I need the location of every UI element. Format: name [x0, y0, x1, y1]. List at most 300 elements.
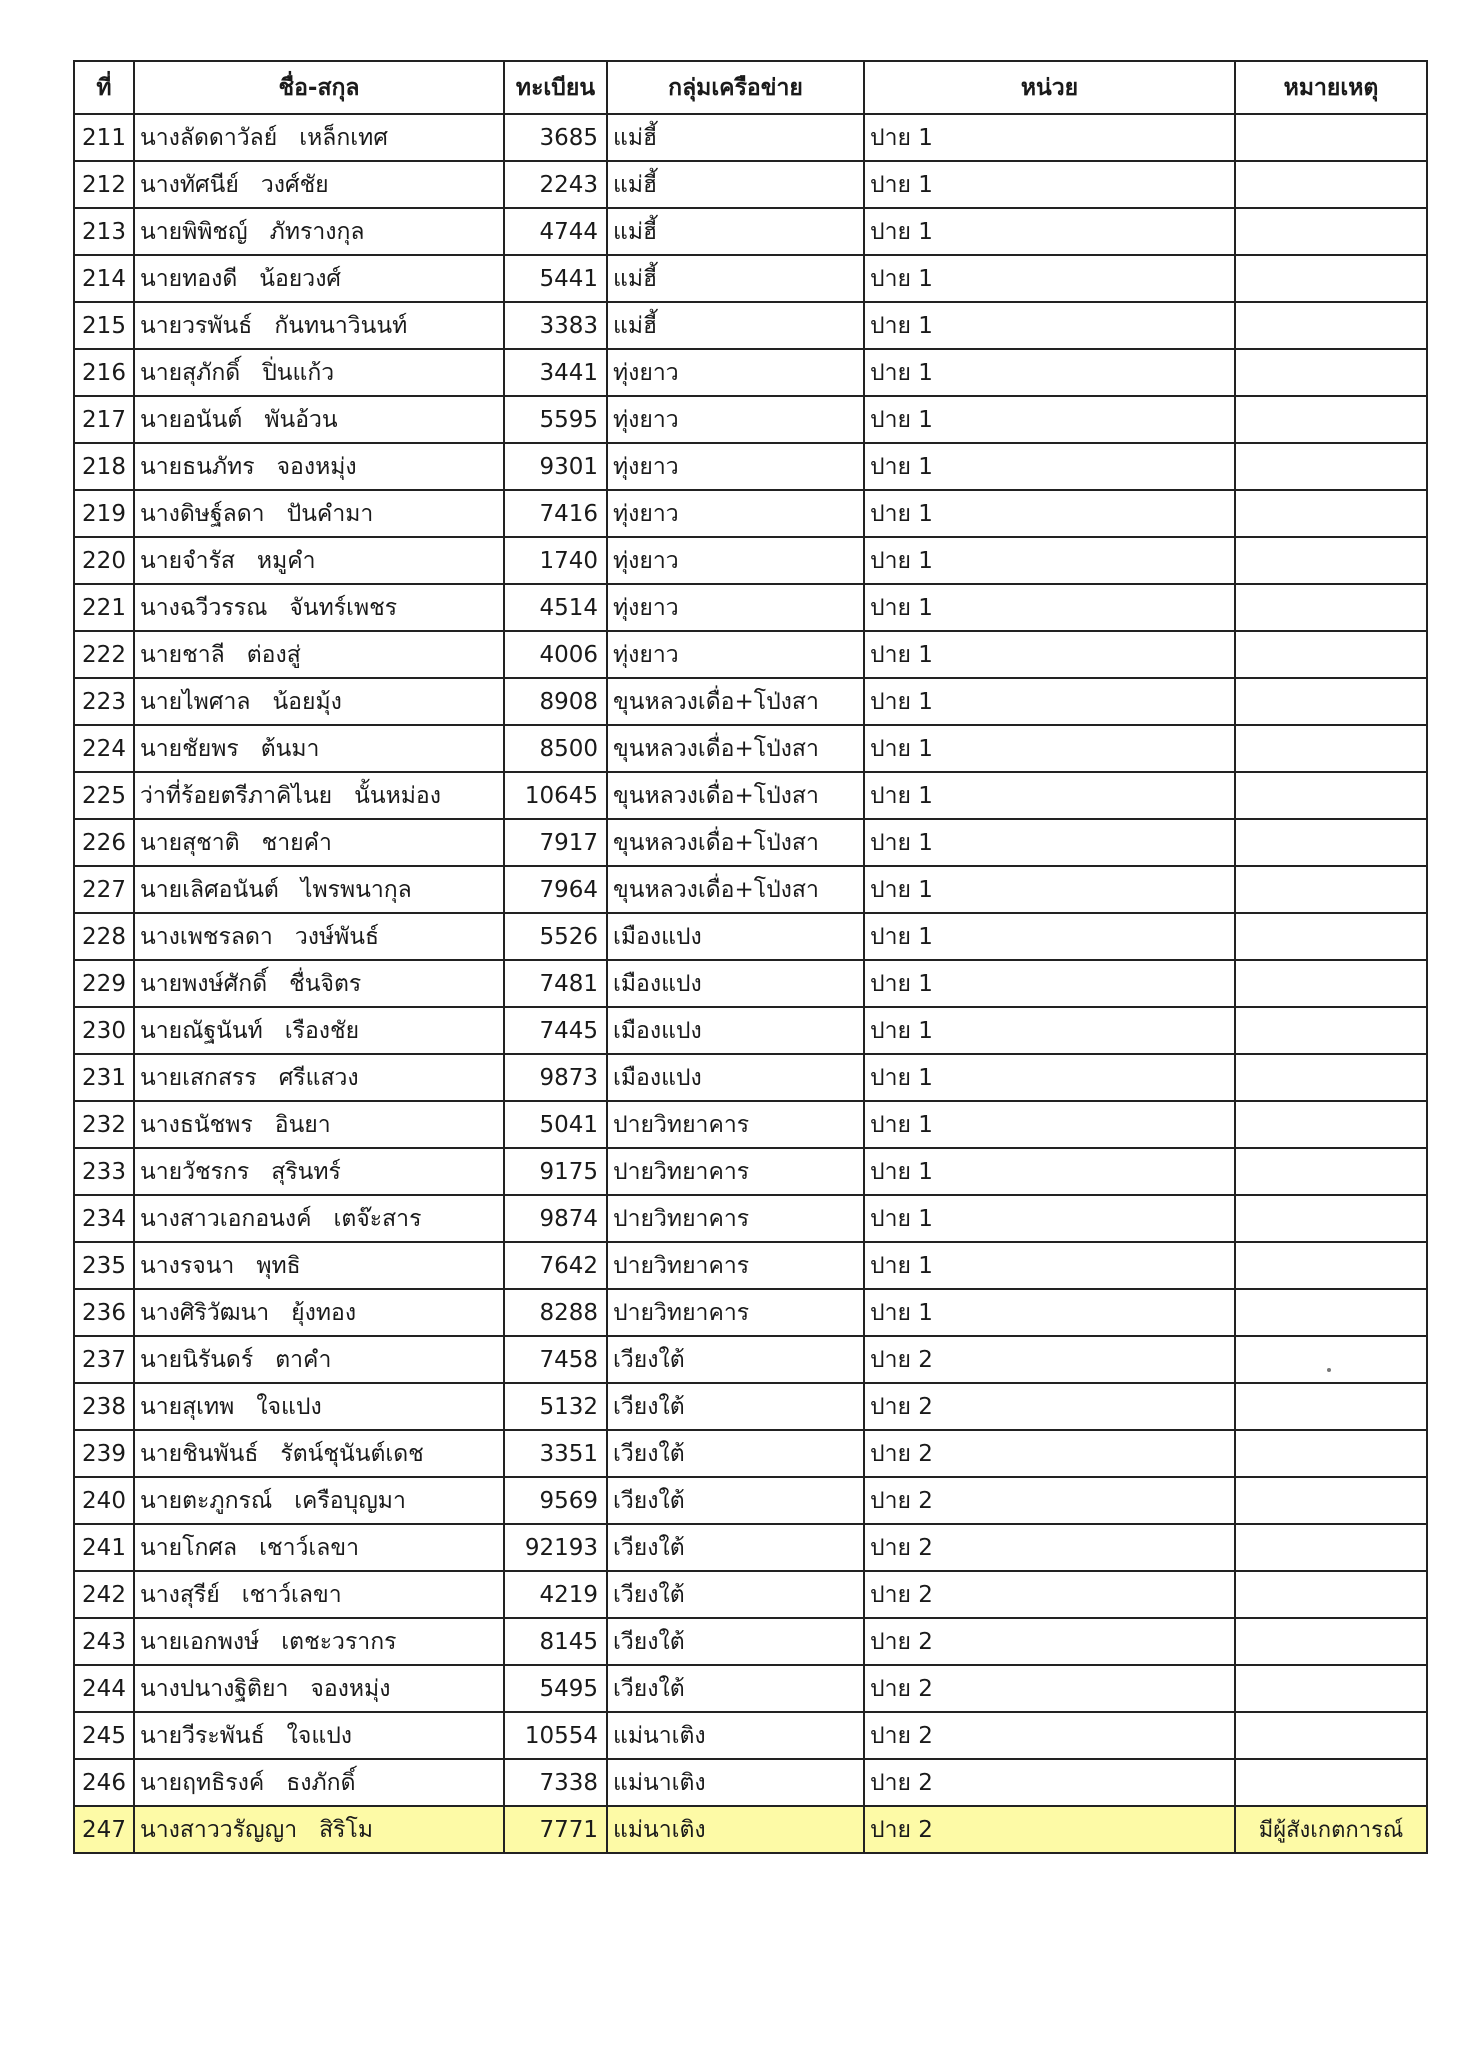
network-group: ทุ่งยาว	[607, 584, 864, 631]
first-name: นายเอกพงษ์	[140, 1628, 260, 1655]
first-name: นางดิษฐ์ลดา	[140, 500, 265, 527]
person-name	[134, 1571, 504, 1618]
network-group: เวียงใต้	[607, 1383, 864, 1430]
unit: ปาย 2	[864, 1759, 1235, 1806]
row-number: 238	[74, 1383, 134, 1430]
network-group: เวียงใต้	[607, 1477, 864, 1524]
registration-number: 8500	[504, 725, 607, 772]
network-group: ขุนหลวงเดื่อ+โป่งสา	[607, 819, 864, 866]
table-row	[74, 1524, 1427, 1571]
last-name: จันทร์เพชร	[289, 594, 398, 621]
row-number: 235	[74, 1242, 134, 1289]
person-name	[134, 161, 504, 208]
last-name: ปันคำมา	[286, 500, 374, 527]
network-group: แม่นาเติง	[607, 1759, 864, 1806]
row-number: 214	[74, 255, 134, 302]
roster-body	[74, 114, 1427, 1853]
registration-number: 5441	[504, 255, 607, 302]
remark	[1235, 1524, 1427, 1571]
network-group: เวียงใต้	[607, 1665, 864, 1712]
unit: ปาย 1	[864, 443, 1235, 490]
row-number: 216	[74, 349, 134, 396]
stray-mark	[1327, 1368, 1331, 1372]
remark	[1235, 1195, 1427, 1242]
unit: ปาย 1	[864, 396, 1235, 443]
first-name: นายเลิศอนันต์	[140, 876, 279, 903]
person-name	[134, 443, 504, 490]
unit: ปาย 2	[864, 1806, 1235, 1853]
registration-number: 7642	[504, 1242, 607, 1289]
network-group: เวียงใต้	[607, 1571, 864, 1618]
col-header-name: ชื่อ-สกุล	[134, 61, 504, 114]
unit: ปาย 1	[864, 1101, 1235, 1148]
last-name: อินยา	[274, 1111, 331, 1138]
person-name	[134, 1524, 504, 1571]
row-number: 246	[74, 1759, 134, 1806]
person-name	[134, 1054, 504, 1101]
unit: ปาย 1	[864, 1289, 1235, 1336]
remark	[1235, 1571, 1427, 1618]
table-row	[74, 584, 1427, 631]
remark	[1235, 913, 1427, 960]
registration-number: 4744	[504, 208, 607, 255]
person-name	[134, 1195, 504, 1242]
remark	[1235, 960, 1427, 1007]
table-row	[74, 678, 1427, 725]
first-name: นายพงษ์ศักดิ์	[140, 970, 268, 997]
remark	[1235, 208, 1427, 255]
registration-number: 9873	[504, 1054, 607, 1101]
registration-number: 2243	[504, 161, 607, 208]
row-number: 217	[74, 396, 134, 443]
unit: ปาย 1	[864, 631, 1235, 678]
first-name: นางธนัชพร	[140, 1111, 253, 1138]
remark	[1235, 255, 1427, 302]
unit: ปาย 1	[864, 255, 1235, 302]
network-group: แม่นาเติง	[607, 1806, 864, 1853]
person-name	[134, 678, 504, 725]
remark	[1235, 1712, 1427, 1759]
row-number: 242	[74, 1571, 134, 1618]
remark	[1235, 1289, 1427, 1336]
person-name	[134, 1665, 504, 1712]
person-name	[134, 1477, 504, 1524]
row-number: 244	[74, 1665, 134, 1712]
network-group: ปายวิทยาคาร	[607, 1195, 864, 1242]
registration-number: 7771	[504, 1806, 607, 1853]
table-row	[74, 396, 1427, 443]
remark	[1235, 1242, 1427, 1289]
person-name	[134, 1289, 504, 1336]
person-name	[134, 1712, 504, 1759]
table-row	[74, 1571, 1427, 1618]
first-name: นางรจนา	[140, 1252, 235, 1279]
first-name: นายธนภัทร	[140, 453, 255, 480]
last-name: ชื่นจิตร	[289, 970, 362, 997]
network-group: เมืองแปง	[607, 1054, 864, 1101]
unit: ปาย 1	[864, 1242, 1235, 1289]
first-name: นายไพศาล	[140, 688, 251, 715]
row-number: 231	[74, 1054, 134, 1101]
last-name: ต้นมา	[260, 735, 320, 762]
table-row	[74, 1806, 1427, 1853]
remark	[1235, 772, 1427, 819]
roster-sheet	[73, 60, 1428, 1854]
person-name	[134, 114, 504, 161]
registration-number: 7445	[504, 1007, 607, 1054]
last-name: เชาว์เลขา	[259, 1534, 359, 1561]
remark	[1235, 1054, 1427, 1101]
registration-number: 1740	[504, 537, 607, 584]
person-name	[134, 772, 504, 819]
row-number: 226	[74, 819, 134, 866]
remark	[1235, 396, 1427, 443]
table-row	[74, 819, 1427, 866]
first-name: นายนิรันดร์	[140, 1346, 254, 1373]
unit: ปาย 1	[864, 302, 1235, 349]
row-number: 233	[74, 1148, 134, 1195]
first-name: นางสาวเอกอนงค์	[140, 1205, 312, 1232]
registration-number: 8288	[504, 1289, 607, 1336]
col-header-note: หมายเหตุ	[1235, 61, 1427, 114]
remark	[1235, 1101, 1427, 1148]
table-row	[74, 1618, 1427, 1665]
last-name: สุรินทร์	[271, 1158, 341, 1185]
first-name: นายพิพิชญ์	[140, 218, 248, 245]
first-name: นายทองดี	[140, 265, 238, 292]
registration-number: 3685	[504, 114, 607, 161]
first-name: นายวีระพันธ์	[140, 1722, 265, 1749]
person-name	[134, 1148, 504, 1195]
remark	[1235, 631, 1427, 678]
unit: ปาย 1	[864, 1148, 1235, 1195]
unit: ปาย 1	[864, 161, 1235, 208]
col-header-unit: หน่วย	[864, 61, 1235, 114]
unit: ปาย 2	[864, 1477, 1235, 1524]
table-row	[74, 208, 1427, 255]
remark	[1235, 1477, 1427, 1524]
network-group: เมืองแปง	[607, 1007, 864, 1054]
remark	[1235, 114, 1427, 161]
remark	[1235, 161, 1427, 208]
remark	[1235, 866, 1427, 913]
remark	[1235, 1618, 1427, 1665]
person-name	[134, 1101, 504, 1148]
unit: ปาย 2	[864, 1618, 1235, 1665]
person-name	[134, 349, 504, 396]
person-name	[134, 819, 504, 866]
unit: ปาย 2	[864, 1524, 1235, 1571]
person-name	[134, 396, 504, 443]
row-number: 219	[74, 490, 134, 537]
table-row	[74, 1336, 1427, 1383]
person-name	[134, 490, 504, 537]
last-name: หมูคำ	[256, 547, 316, 574]
row-number: 241	[74, 1524, 134, 1571]
network-group: ปายวิทยาคาร	[607, 1101, 864, 1148]
network-group: เมืองแปง	[607, 960, 864, 1007]
unit: ปาย 2	[864, 1430, 1235, 1477]
unit: ปาย 1	[864, 490, 1235, 537]
network-group: ทุ่งยาว	[607, 490, 864, 537]
network-group: ปายวิทยาคาร	[607, 1148, 864, 1195]
row-number: 224	[74, 725, 134, 772]
table-row	[74, 302, 1427, 349]
network-group: ขุนหลวงเดื่อ+โป่งสา	[607, 772, 864, 819]
person-name	[134, 725, 504, 772]
registration-number: 7416	[504, 490, 607, 537]
registration-number: 9874	[504, 1195, 607, 1242]
person-name	[134, 913, 504, 960]
person-name	[134, 960, 504, 1007]
row-number: 247	[74, 1806, 134, 1853]
table-row	[74, 1242, 1427, 1289]
registration-number: 7458	[504, 1336, 607, 1383]
network-group: แม่ฮี้	[607, 302, 864, 349]
row-number: 213	[74, 208, 134, 255]
last-name: ตาคำ	[275, 1346, 332, 1373]
first-name: นายฤทธิรงค์	[140, 1769, 265, 1796]
col-header-group: กลุ่มเครือข่าย	[607, 61, 864, 114]
first-name: นายสุภักดิ์	[140, 359, 241, 386]
last-name: พุทธิ	[256, 1252, 301, 1279]
last-name: จองหมุ่ง	[276, 453, 357, 480]
unit: ปาย 2	[864, 1383, 1235, 1430]
last-name: น้อยมุ้ง	[272, 688, 342, 715]
row-number: 237	[74, 1336, 134, 1383]
person-name	[134, 1806, 504, 1853]
first-name: นายชาลี	[140, 641, 225, 668]
row-number: 232	[74, 1101, 134, 1148]
remark	[1235, 302, 1427, 349]
network-group: เมืองแปง	[607, 913, 864, 960]
table-row	[74, 490, 1427, 537]
table-row	[74, 1712, 1427, 1759]
network-group: ปายวิทยาคาร	[607, 1289, 864, 1336]
first-name: นายสุชาติ	[140, 829, 240, 856]
registration-number: 8145	[504, 1618, 607, 1665]
remark	[1235, 490, 1427, 537]
table-row	[74, 866, 1427, 913]
row-number: 239	[74, 1430, 134, 1477]
network-group: ทุ่งยาว	[607, 349, 864, 396]
remark	[1235, 443, 1427, 490]
table-row	[74, 1759, 1427, 1806]
remark	[1235, 1336, 1427, 1383]
row-number: 234	[74, 1195, 134, 1242]
table-row	[74, 725, 1427, 772]
person-name	[134, 1759, 504, 1806]
row-number: 218	[74, 443, 134, 490]
last-name: เตจ๊ะสาร	[333, 1205, 422, 1232]
first-name: นายวัชรกร	[140, 1158, 250, 1185]
last-name: จองหมุ่ง	[310, 1675, 391, 1702]
unit: ปาย 1	[864, 960, 1235, 1007]
first-name: นายชินพันธ์	[140, 1440, 259, 1467]
remark	[1235, 725, 1427, 772]
unit: ปาย 2	[864, 1571, 1235, 1618]
first-name: นายเสกสรร	[140, 1064, 257, 1091]
registration-number: 9175	[504, 1148, 607, 1195]
unit: ปาย 1	[864, 819, 1235, 866]
network-group: ขุนหลวงเดื่อ+โป่งสา	[607, 866, 864, 913]
table-row	[74, 1148, 1427, 1195]
last-name: ใจแปง	[286, 1722, 353, 1749]
unit: ปาย 1	[864, 725, 1235, 772]
person-name	[134, 1618, 504, 1665]
row-number: 220	[74, 537, 134, 584]
first-name: นางฉวีวรรณ	[140, 594, 268, 621]
row-number: 236	[74, 1289, 134, 1336]
first-name: นายชัยพร	[140, 735, 239, 762]
person-name	[134, 584, 504, 631]
first-name: นางศิริวัฒนา	[140, 1299, 270, 1326]
remark: มีผู้สังเกตการณ์	[1235, 1806, 1427, 1853]
person-name	[134, 208, 504, 255]
last-name: นั้นหม่อง	[354, 782, 441, 809]
registration-number: 7917	[504, 819, 607, 866]
remark	[1235, 819, 1427, 866]
table-row	[74, 255, 1427, 302]
first-name: นางปนางฐิติยา	[140, 1675, 289, 1702]
registration-number: 10554	[504, 1712, 607, 1759]
person-name	[134, 866, 504, 913]
registration-number: 7481	[504, 960, 607, 1007]
first-name: นายวรพันธ์	[140, 312, 253, 339]
registration-number: 10645	[504, 772, 607, 819]
network-group: ปายวิทยาคาร	[607, 1242, 864, 1289]
last-name: กันทนาวินนท์	[274, 312, 408, 339]
first-name: ว่าที่ร้อยตรีภาคิไนย	[140, 782, 333, 809]
registration-number: 7964	[504, 866, 607, 913]
registration-number: 3351	[504, 1430, 607, 1477]
registration-number: 7338	[504, 1759, 607, 1806]
first-name: นายอนันต์	[140, 406, 243, 433]
remark	[1235, 1383, 1427, 1430]
row-number: 229	[74, 960, 134, 1007]
unit: ปาย 2	[864, 1712, 1235, 1759]
table-row	[74, 772, 1427, 819]
table-row	[74, 1477, 1427, 1524]
network-group: แม่ฮี้	[607, 114, 864, 161]
registration-number: 4514	[504, 584, 607, 631]
registration-number: 4006	[504, 631, 607, 678]
person-name	[134, 302, 504, 349]
network-group: ทุ่งยาว	[607, 537, 864, 584]
first-name: นางลัดดาวัลย์	[140, 124, 278, 151]
person-name	[134, 1336, 504, 1383]
row-number: 225	[74, 772, 134, 819]
roster-table	[73, 60, 1428, 1854]
unit: ปาย 1	[864, 1054, 1235, 1101]
unit: ปาย 1	[864, 1195, 1235, 1242]
row-number: 221	[74, 584, 134, 631]
remark	[1235, 678, 1427, 725]
first-name: นางทัศนีย์	[140, 171, 239, 198]
first-name: นายจำรัส	[140, 547, 235, 574]
registration-number: 9301	[504, 443, 607, 490]
table-row	[74, 631, 1427, 678]
remark	[1235, 1148, 1427, 1195]
remark	[1235, 1665, 1427, 1712]
table-row	[74, 1007, 1427, 1054]
last-name: รัตน์ชุนันต์เดช	[280, 1440, 424, 1467]
last-name: ต่องสู่	[246, 641, 301, 668]
network-group: ขุนหลวงเดื่อ+โป่งสา	[607, 725, 864, 772]
remark	[1235, 1759, 1427, 1806]
row-number: 215	[74, 302, 134, 349]
first-name: นางสุรีย์	[140, 1581, 220, 1608]
person-name	[134, 255, 504, 302]
network-group: แม่ฮี้	[607, 255, 864, 302]
last-name: เครือบุญมา	[294, 1487, 406, 1514]
row-number: 230	[74, 1007, 134, 1054]
last-name: เรืองชัย	[284, 1017, 360, 1044]
person-name	[134, 537, 504, 584]
remark	[1235, 1007, 1427, 1054]
registration-number: 5041	[504, 1101, 607, 1148]
registration-number: 4219	[504, 1571, 607, 1618]
last-name: ศรีแสวง	[278, 1064, 359, 1091]
last-name: ปิ่นแก้ว	[262, 359, 335, 386]
remark	[1235, 584, 1427, 631]
remark	[1235, 537, 1427, 584]
registration-number: 3441	[504, 349, 607, 396]
header-row	[74, 61, 1427, 114]
table-row	[74, 1289, 1427, 1336]
registration-number: 8908	[504, 678, 607, 725]
first-name: นางเพชรลดา	[140, 923, 273, 950]
table-row	[74, 1195, 1427, 1242]
network-group: เวียงใต้	[607, 1430, 864, 1477]
network-group: แม่นาเติง	[607, 1712, 864, 1759]
unit: ปาย 2	[864, 1665, 1235, 1712]
table-row	[74, 114, 1427, 161]
last-name: เหล็กเทศ	[299, 124, 388, 151]
row-number: 245	[74, 1712, 134, 1759]
table-row	[74, 1665, 1427, 1712]
last-name: ไพรพนากุล	[300, 876, 412, 903]
network-group: แม่ฮี้	[607, 161, 864, 208]
remark	[1235, 1430, 1427, 1477]
first-name: นายโกศล	[140, 1534, 238, 1561]
remark	[1235, 349, 1427, 396]
unit: ปาย 1	[864, 913, 1235, 960]
row-number: 243	[74, 1618, 134, 1665]
table-row	[74, 913, 1427, 960]
network-group: เวียงใต้	[607, 1524, 864, 1571]
table-row	[74, 1101, 1427, 1148]
col-header-no: ที่	[74, 61, 134, 114]
table-row	[74, 161, 1427, 208]
person-name	[134, 631, 504, 678]
registration-number: 92193	[504, 1524, 607, 1571]
last-name: สิริโม	[319, 1816, 374, 1843]
network-group: ขุนหลวงเดื่อ+โป่งสา	[607, 678, 864, 725]
last-name: ใจแปง	[256, 1393, 322, 1420]
unit: ปาย 1	[864, 208, 1235, 255]
last-name: ธงภักดิ์	[286, 1769, 356, 1796]
table-row	[74, 537, 1427, 584]
unit: ปาย 1	[864, 584, 1235, 631]
unit: ปาย 1	[864, 772, 1235, 819]
row-number: 240	[74, 1477, 134, 1524]
row-number: 222	[74, 631, 134, 678]
network-group: ทุ่งยาว	[607, 443, 864, 490]
unit: ปาย 1	[864, 349, 1235, 396]
last-name: วงษ์พันธ์	[294, 923, 380, 950]
last-name: น้อยวงศ์	[259, 265, 342, 292]
